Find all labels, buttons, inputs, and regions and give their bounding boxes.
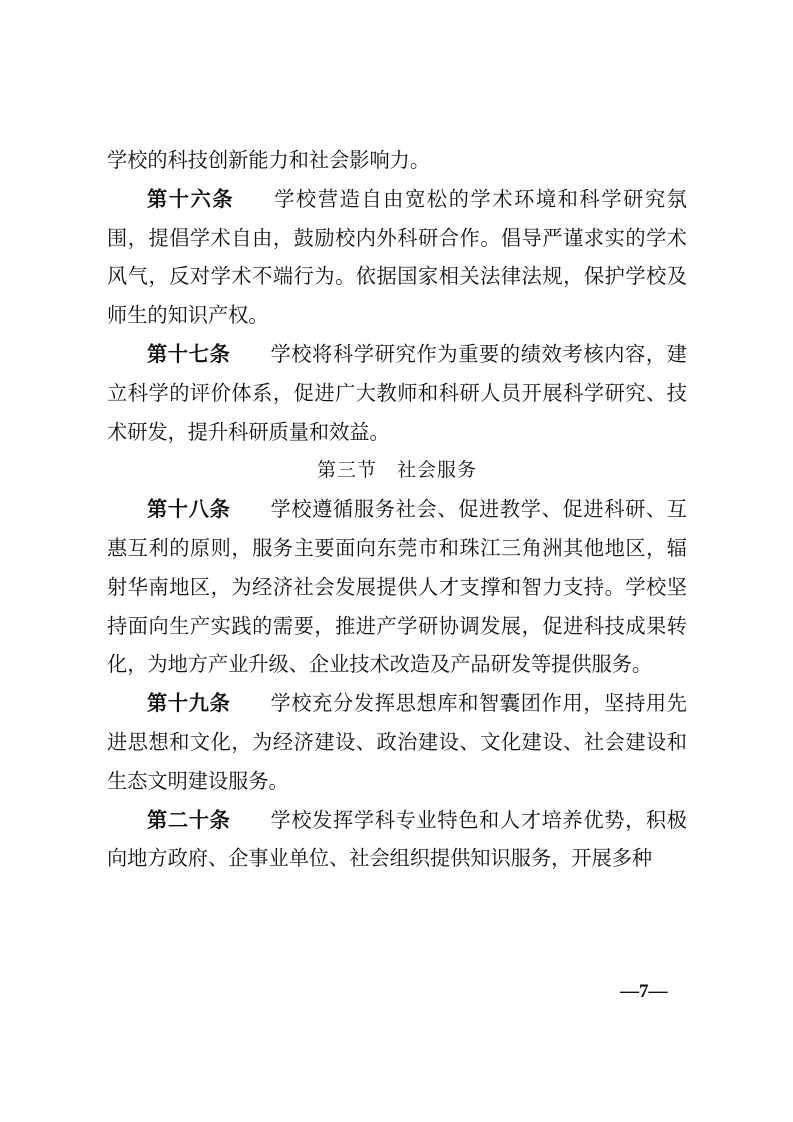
article-body: 学校遵循服务社会、促进教学、促进科研、互惠互利的原则，服务主要面向东莞市和珠江三角洲其他地区，辐射华南地区，为经济社会发展提供人才支撑和智力支持。学校坚持面向生产实践的需要，推进产学研协调发展，促进科技成果转化，为地方产业升级、企业技术改造及产品研发等提供服务。	[107, 497, 687, 677]
article-body: 学校将科学研究作为重要的绩效考核内容，建立科学的评价体系，促进广大教师和科研人员开展科学研究、技术研发，提升科研质量和效益。	[107, 341, 687, 444]
article-body: 学校发挥学科专业特色和人才培养优势，积极向地方政府、企事业单位、社会组织提供知识服务，开展多种	[107, 807, 687, 871]
section-heading: 第三节 社会服务	[316, 459, 477, 482]
continued-paragraph: 学校的科技创新能力和社会影响力。	[107, 148, 431, 172]
article-title: 第二十条	[147, 807, 231, 832]
article-title: 第十六条	[147, 186, 235, 211]
article-20	[107, 801, 687, 879]
article-16	[107, 180, 687, 335]
article-19	[107, 684, 687, 800]
article-title: 第十八条	[147, 497, 231, 522]
page-number: —7—	[620, 981, 668, 1002]
article-body: 学校充分发挥思想库和智囊团作用，坚持用先进思想和文化，为经济建设、政治建设、文化建设、社会建设和生态文明建设服务。	[107, 691, 687, 793]
article-title: 第十九条	[147, 691, 231, 716]
article-17	[107, 335, 687, 451]
article-18	[107, 490, 687, 684]
article-title: 第十七条	[147, 341, 231, 366]
document-body	[107, 141, 687, 878]
article-body: 学校营造自由宽松的学术环境和科学研究氛围，提倡学术自由，鼓励校内外科研合作。倡导严谨求实的学术风气，反对学术不端行为。依据国家相关法律法规，保护学校及师生的知识产权。	[107, 186, 687, 328]
